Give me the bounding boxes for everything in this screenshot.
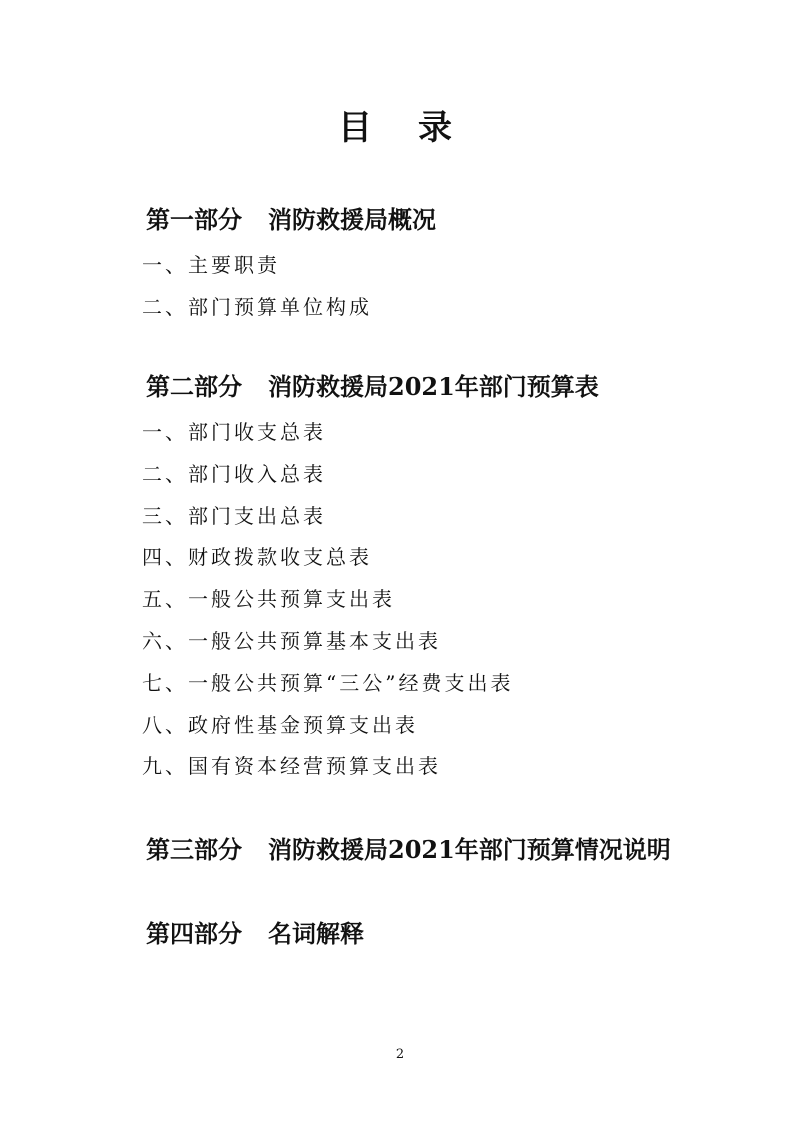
part-heading-2 xyxy=(146,371,599,403)
part-title: 消防救援局2021年部门预算情况说明 xyxy=(268,835,671,864)
part-title: 名词解释 xyxy=(268,919,364,948)
toc-item: 八、政府性基金预算支出表 xyxy=(142,713,418,737)
part-label: 第三部分 xyxy=(146,835,242,864)
toc-item: 六、一般公共预算基本支出表 xyxy=(142,629,441,653)
toc-item: 七、一般公共预算“三公”经费支出表 xyxy=(142,671,514,695)
part-heading-1 xyxy=(146,204,436,236)
toc-item: 五、一般公共预算支出表 xyxy=(142,587,395,611)
toc-item: 一、主要职责 xyxy=(142,253,280,277)
part-heading-3 xyxy=(146,834,671,866)
part-heading-4 xyxy=(146,918,364,950)
part-title: 消防救援局2021年部门预算表 xyxy=(268,372,599,401)
part-title: 消防救援局概况 xyxy=(268,205,436,234)
toc-item: 四、财政拨款收支总表 xyxy=(142,545,372,569)
page-number: 2 xyxy=(395,1047,405,1062)
page-title: 目录 xyxy=(338,108,498,148)
toc-item: 九、国有资本经营预算支出表 xyxy=(142,754,441,778)
part-label: 第四部分 xyxy=(146,919,242,948)
toc-item: 三、部门支出总表 xyxy=(142,504,326,528)
toc-item: 二、部门预算单位构成 xyxy=(142,295,372,319)
toc-item: 一、部门收支总表 xyxy=(142,420,326,444)
part-label: 第一部分 xyxy=(146,205,242,234)
toc-item: 二、部门收入总表 xyxy=(142,462,326,486)
part-label: 第二部分 xyxy=(146,372,242,401)
